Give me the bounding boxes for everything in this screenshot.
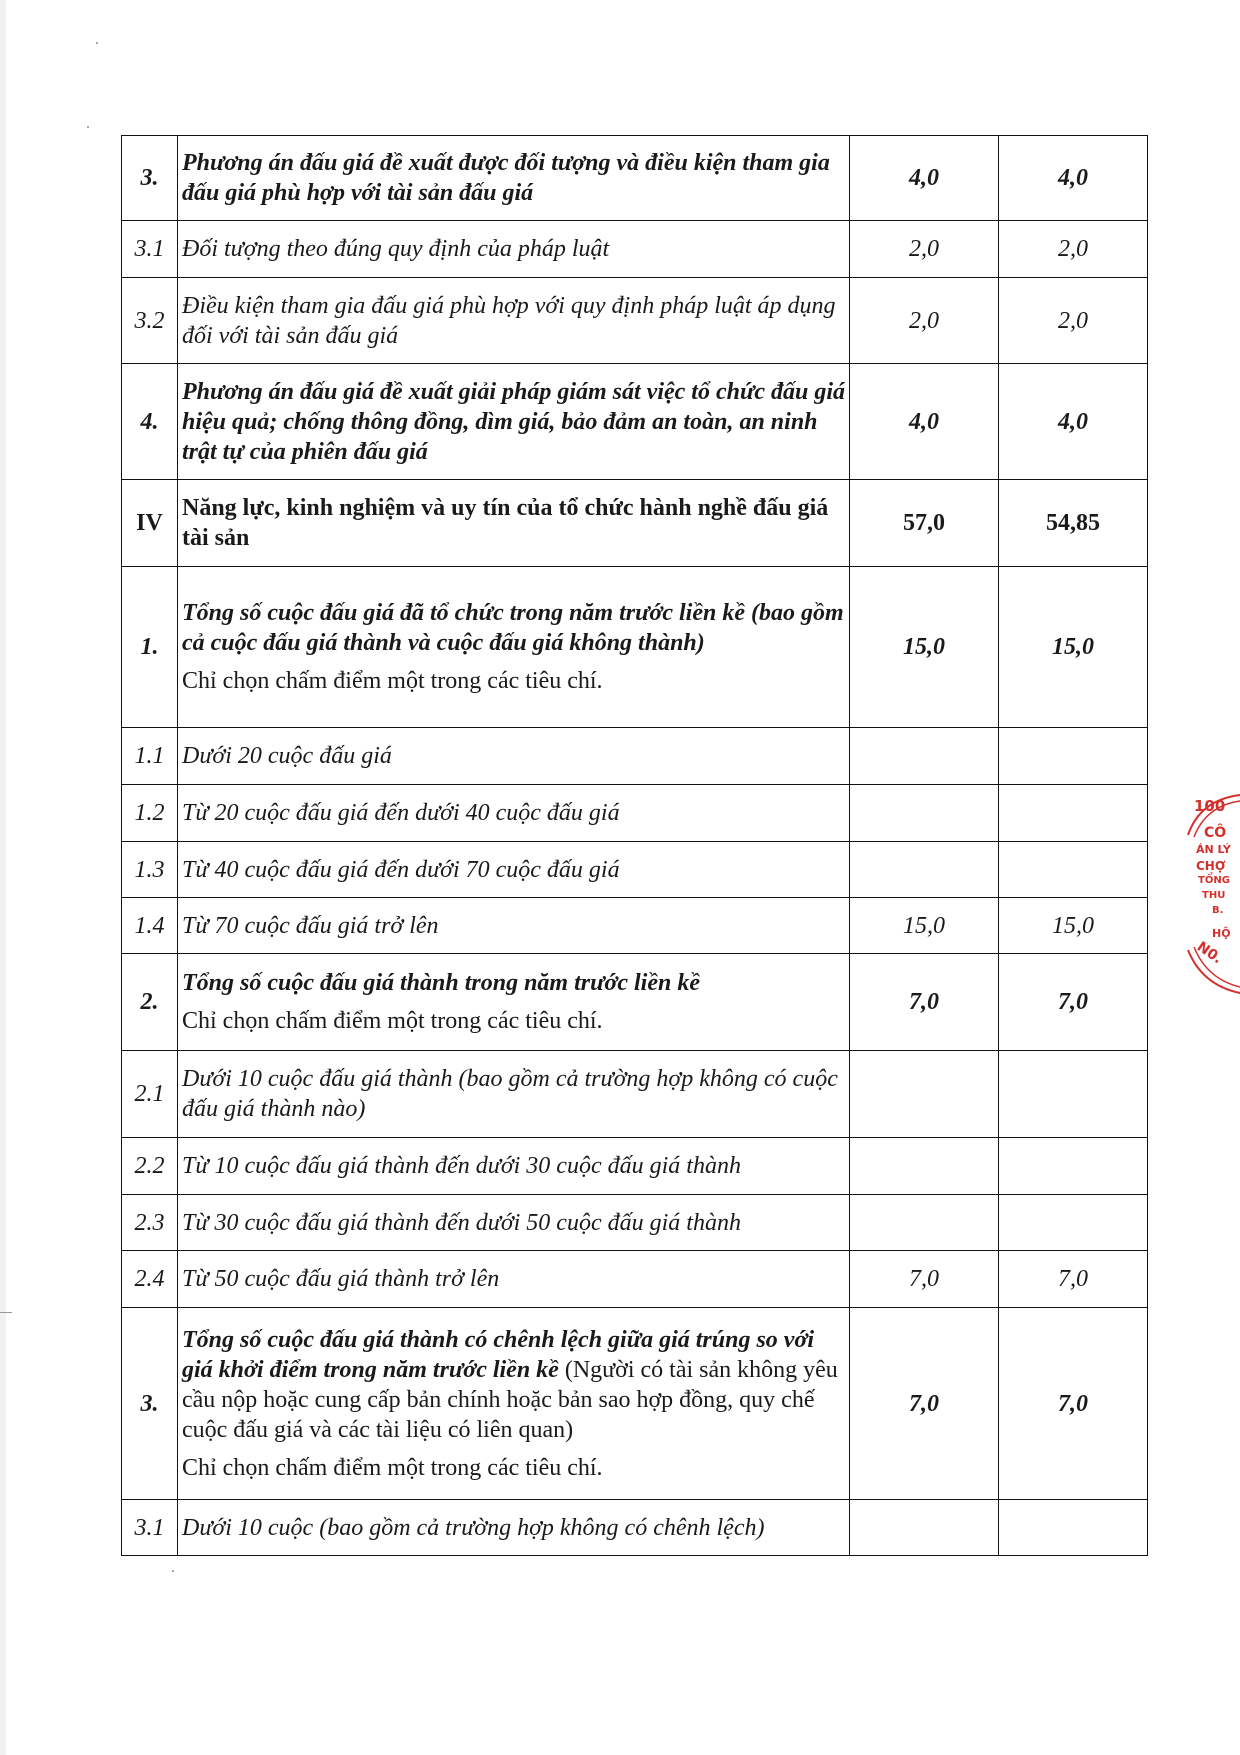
row-number: 2.3 [122, 1195, 178, 1251]
table-row [122, 954, 1148, 1051]
seal-text: ÁN LÝ [1196, 843, 1231, 856]
table-row [122, 1051, 1148, 1138]
awarded-score: 2,0 [999, 221, 1148, 278]
max-score: 7,0 [850, 954, 999, 1051]
max-score: 4,0 [850, 136, 999, 221]
row-number: 1.2 [122, 785, 178, 842]
criteria-score-table [121, 135, 1148, 1556]
criterion-text-suffix: (Người có tài sản không yêu cầu nộp hoặc cung cấp bản chính hoặc bản sao hợp đồng, quy chế cuộc đấu giá và các tài liệu có liên quan) [182, 1356, 838, 1443]
criterion-text: Tổng số cuộc đấu giá thành có chênh lệch giữa giá trúng so với giá khởi điểm trong năm trước liền kề [182, 1326, 815, 1383]
row-number: 1.1 [122, 728, 178, 785]
criterion-note: Chỉ chọn chấm điểm một trong các tiêu chí. [182, 1454, 603, 1481]
table-row [122, 785, 1148, 842]
table-row [122, 1251, 1148, 1308]
awarded-score: 7,0 [999, 954, 1148, 1051]
max-score: 15,0 [850, 567, 999, 728]
row-number: 3.1 [122, 221, 178, 278]
awarded-score [999, 1138, 1148, 1195]
seal-text: HỘ [1212, 927, 1231, 940]
table-row [122, 842, 1148, 898]
scan-speck [172, 1570, 174, 1572]
awarded-score [999, 785, 1148, 842]
max-score [850, 728, 999, 785]
row-number: 1.3 [122, 842, 178, 898]
awarded-score [999, 1051, 1148, 1138]
scan-speck [96, 42, 98, 44]
awarded-score: 4,0 [999, 364, 1148, 480]
table-row [122, 1308, 1148, 1500]
max-score [850, 1195, 999, 1251]
max-score [850, 1138, 999, 1195]
criterion-text: Từ 30 cuộc đấu giá thành đến dưới 50 cuộc đấu giá thành [178, 1195, 850, 1251]
criterion-text: Từ 40 cuộc đấu giá đến dưới 70 cuộc đấu giá [178, 842, 850, 898]
criterion-text: Dưới 10 cuộc đấu giá thành (bao gồm cả trường hợp không có cuộc đấu giá thành nào) [178, 1051, 850, 1138]
criterion-text: Từ 70 cuộc đấu giá trở lên [178, 898, 850, 954]
criterion-text: Từ 10 cuộc đấu giá thành đến dưới 30 cuộc đấu giá thành [178, 1138, 850, 1195]
row-number: 1. [122, 567, 178, 728]
criterion-text: Tổng số cuộc đấu giá thành trong năm trước liền kề [182, 970, 701, 996]
scan-mark [0, 1312, 12, 1313]
awarded-score: 15,0 [999, 567, 1148, 728]
criterion-text: Phương án đấu giá đề xuất giải pháp giám sát việc tổ chức đấu giá hiệu quả; chống thông đồng, dìm giá, bảo đảm an toàn, an ninh trật tự của phiên đấu giá [178, 364, 850, 480]
row-number: 2.4 [122, 1251, 178, 1308]
criterion-text: Đối tượng theo đúng quy định của pháp luật [178, 221, 850, 278]
table-row [122, 221, 1148, 278]
seal-text: CÔ [1204, 825, 1227, 841]
table-row [122, 898, 1148, 954]
table-row [122, 480, 1148, 567]
max-score: 15,0 [850, 898, 999, 954]
criterion-text: Từ 20 cuộc đấu giá đến dưới 40 cuộc đấu giá [178, 785, 850, 842]
seal-text: THU [1202, 890, 1226, 901]
max-score: 7,0 [850, 1251, 999, 1308]
criterion-note: Chỉ chọn chấm điểm một trong các tiêu chí. [182, 1008, 603, 1034]
criterion-cell [178, 567, 850, 728]
seal-text: TỔNG [1198, 875, 1230, 886]
criterion-text: Tổng số cuộc đấu giá đã tổ chức trong năm trước liền kề (bao gồm cả cuộc đấu giá thành và cuộc đấu giá không thành) [182, 600, 844, 656]
table-row [122, 1195, 1148, 1251]
row-number: 3.2 [122, 278, 178, 364]
red-seal-stamp [1180, 785, 1240, 1005]
criterion-text: Từ 50 cuộc đấu giá thành trở lên [178, 1251, 850, 1308]
awarded-score: 7,0 [999, 1251, 1148, 1308]
criterion-text: Năng lực, kinh nghiệm và uy tín của tổ chức hành nghề đấu giá tài sản [178, 480, 850, 567]
seal-text: CHỢ [1196, 859, 1226, 873]
awarded-score: 15,0 [999, 898, 1148, 954]
max-score: 4,0 [850, 364, 999, 480]
awarded-score [999, 1195, 1148, 1251]
criterion-cell [178, 954, 850, 1051]
row-number: 3. [122, 136, 178, 221]
criterion-text: Dưới 20 cuộc đấu giá [178, 728, 850, 785]
awarded-score: 4,0 [999, 136, 1148, 221]
row-number: IV [122, 480, 178, 567]
table-row [122, 728, 1148, 785]
row-number: 3.1 [122, 1500, 178, 1556]
table-row [122, 364, 1148, 480]
criterion-text: Điều kiện tham gia đấu giá phù hợp với quy định pháp luật áp dụng đối với tài sản đấu giá [178, 278, 850, 364]
awarded-score: 7,0 [999, 1308, 1148, 1500]
max-score: 2,0 [850, 278, 999, 364]
scan-margin [0, 0, 6, 1755]
max-score [850, 842, 999, 898]
criterion-note: Chỉ chọn chấm điểm một trong các tiêu chí. [182, 668, 603, 694]
max-score: 7,0 [850, 1308, 999, 1500]
max-score: 2,0 [850, 221, 999, 278]
row-number: 4. [122, 364, 178, 480]
table-row [122, 1500, 1148, 1556]
table-row [122, 1138, 1148, 1195]
table-row [122, 136, 1148, 221]
criterion-text: Dưới 10 cuộc (bao gồm cả trường hợp không có chênh lệch) [178, 1500, 850, 1556]
max-score: 57,0 [850, 480, 999, 567]
row-number: 2. [122, 954, 178, 1051]
max-score [850, 1500, 999, 1556]
awarded-score [999, 728, 1148, 785]
criterion-text: Phương án đấu giá đề xuất được đối tượng và điều kiện tham gia đấu giá phù hợp với tài sản đấu giá [178, 136, 850, 221]
seal-text: B. [1212, 905, 1224, 916]
table-row [122, 278, 1148, 364]
row-number: 1.4 [122, 898, 178, 954]
scan-speck [87, 126, 89, 128]
max-score [850, 785, 999, 842]
row-number: 2.2 [122, 1138, 178, 1195]
awarded-score [999, 1500, 1148, 1556]
seal-text: 100 [1194, 797, 1226, 815]
seal-text: N0. [1193, 938, 1225, 968]
awarded-score: 2,0 [999, 278, 1148, 364]
row-number: 3. [122, 1308, 178, 1500]
max-score [850, 1051, 999, 1138]
awarded-score [999, 842, 1148, 898]
criterion-cell [178, 1308, 850, 1500]
table-row [122, 567, 1148, 728]
awarded-score: 54,85 [999, 480, 1148, 567]
row-number: 2.1 [122, 1051, 178, 1138]
